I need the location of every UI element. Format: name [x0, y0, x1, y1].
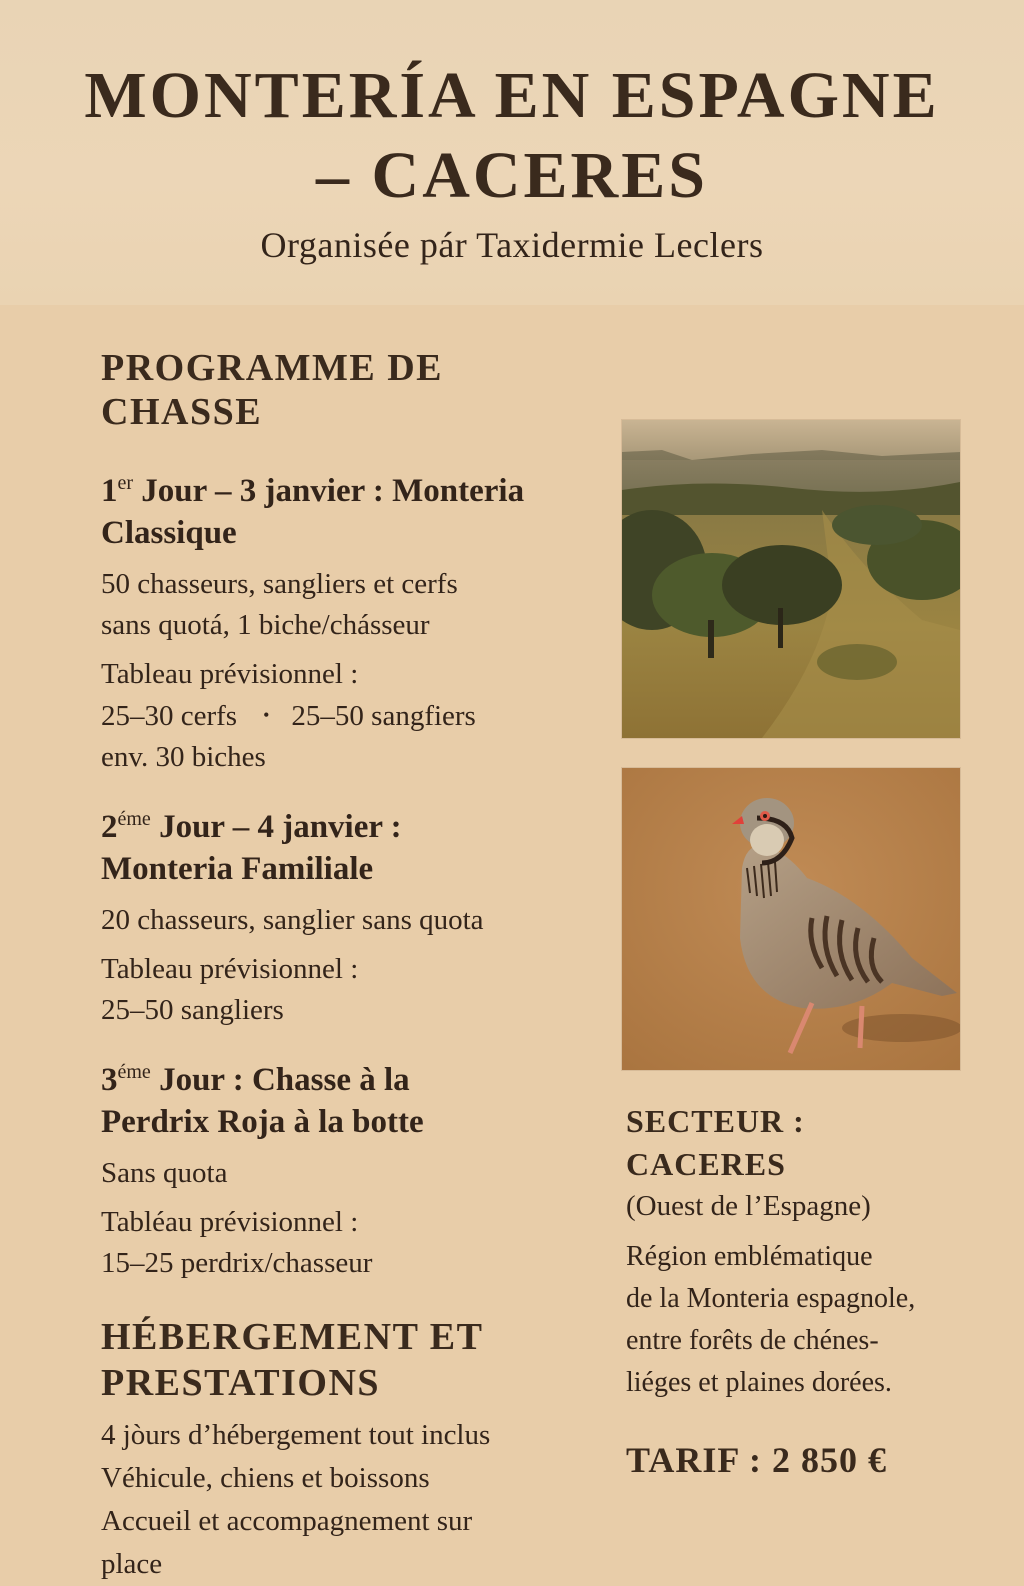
programme-column	[101, 346, 611, 1586]
tree-1-trunk	[708, 620, 714, 658]
bush	[817, 644, 897, 680]
secteur-heading-line-1: SECTEUR :	[626, 1103, 805, 1139]
day-2-title-line-1: Jour – 4 janvier :	[150, 809, 402, 845]
day-3-ordinal: 3	[101, 1062, 118, 1098]
day-1-title	[101, 470, 611, 512]
day-3-tableau-item: 15–25 perdrix/chasseur	[101, 1247, 373, 1279]
day-2-tableau-item: 25–50 sangliers	[101, 994, 284, 1026]
day-1-ordinal: 1	[101, 473, 118, 509]
day-1-block	[101, 470, 611, 778]
day-3-suffix: éme	[117, 1061, 151, 1083]
hebergement-item: Accueil et accompagnement sur	[101, 1505, 473, 1537]
day-1-tableau-sangliers: 25–50 sangfiers	[291, 700, 476, 732]
day-2-ordinal: 2	[101, 809, 118, 845]
day-2-title-line-2: Monteria Familiale	[101, 851, 374, 887]
day-2-tableau-label: Tableau prévisionnel :	[101, 953, 359, 985]
secteur-block	[626, 1100, 1016, 1404]
day-2-suffix: éme	[117, 808, 151, 830]
secteur-description-line: de la Monteria espagnole,	[626, 1283, 916, 1314]
tree-2-trunk	[778, 608, 783, 648]
day-1-tableau-items	[101, 695, 611, 737]
day-1-suffix: er	[117, 472, 134, 494]
landscape-photo	[622, 420, 960, 738]
partridge-image	[622, 768, 960, 1070]
day-3-title	[101, 1059, 611, 1101]
programme-heading: PROGRAMME DE CHASSE	[101, 347, 444, 433]
page-title-line-1: MONTERÍA EN ESPAGNE	[84, 59, 940, 132]
hebergement-heading-line-1: HÉBERGEMENT ET	[101, 1316, 484, 1358]
day-1-title-line-2: Classique	[101, 515, 237, 551]
day-1-title-line-1: Jour – 3 janvier : Monteria	[133, 473, 525, 509]
hebergement-heading-line-2: PRESTATIONS	[101, 1362, 381, 1404]
secteur-heading-line-2: CACERES	[626, 1146, 786, 1182]
hebergement-block	[101, 1314, 611, 1586]
day-3-title-line-1: Jour : Chasse à la	[150, 1062, 410, 1098]
far-trees	[832, 505, 922, 545]
day-1-description-line: 50 chasseurs, sangliers et cerfs	[101, 568, 458, 600]
bullet-icon: •	[263, 705, 270, 725]
hebergement-item: Véhicule, chiens et boissons	[101, 1462, 430, 1494]
day-3-description-line: Sans quota	[101, 1157, 228, 1189]
day-2-description-line: 20 chasseurs, sanglier sans quota	[101, 904, 484, 936]
day-1-tableau-label: Tableau prévisionnel :	[101, 658, 359, 690]
pupil	[763, 814, 767, 818]
day-3-title-line-2: Perdrix Roja à la botte	[101, 1104, 424, 1140]
secteur-location: (Ouest de l’Espagne)	[626, 1190, 871, 1222]
day-1-tableau-cerfs: 25–30 cerfs	[101, 700, 238, 732]
day-1-description-line: sans quotá, 1 biche/chásseur	[101, 609, 430, 641]
day-2-block	[101, 806, 611, 1031]
day-1-tableau-extra: env. 30 biches	[101, 741, 266, 773]
secteur-description-line: liéges et plaines dorées.	[626, 1367, 892, 1398]
subtitle-organiser: Organisée pár Taxidermie Leclers	[260, 225, 764, 265]
price-label: TARIF : 2 850 €	[626, 1440, 887, 1480]
partridge-photo	[622, 768, 960, 1070]
landscape-image	[622, 420, 960, 738]
hebergement-item: 4 jòurs d’hébergement tout inclus	[101, 1419, 491, 1451]
day-3-tableau-label: Tabléau prévisionnel :	[101, 1206, 359, 1238]
secteur-description-line: entre forêts de chénes-	[626, 1325, 879, 1356]
throat	[750, 824, 784, 856]
day-2-title	[101, 806, 611, 848]
day-3-block	[101, 1059, 611, 1284]
hebergement-item: place	[101, 1548, 163, 1580]
secteur-description-line: Région emblématique	[626, 1241, 873, 1272]
page-title-line-2: – CACERES	[316, 139, 708, 212]
